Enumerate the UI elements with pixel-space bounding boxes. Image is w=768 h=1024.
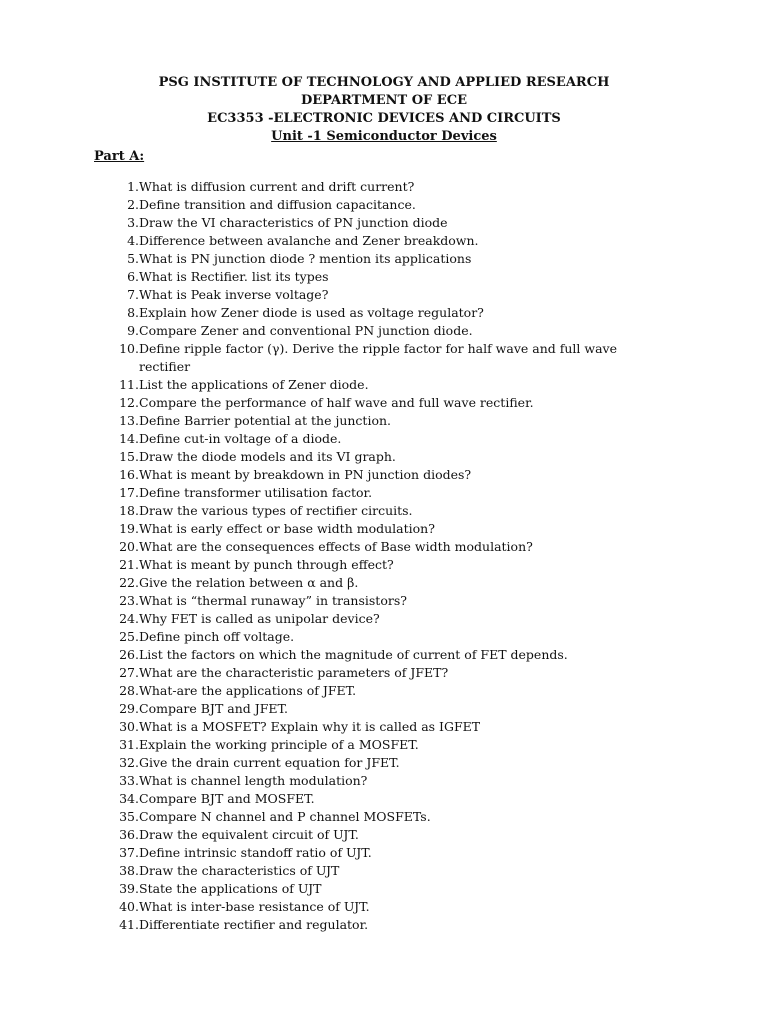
question-text: List the factors on which the magnitude of current of FET depends.	[139, 647, 568, 662]
question-text: Compare BJT and JFET.	[139, 701, 289, 716]
question-number: 15.	[119, 449, 139, 464]
question-text: Differentiate rectifier and regulator.	[139, 917, 369, 932]
list-item	[110, 664, 670, 682]
list-item	[110, 250, 670, 268]
question-text: Compare BJT and MOSFET.	[139, 791, 315, 806]
question-number: 23.	[119, 593, 139, 608]
question-text: What is meant by punch through effect?	[139, 557, 394, 572]
list-item	[110, 268, 670, 286]
question-number: 29.	[119, 701, 139, 716]
question-number: 5.	[127, 251, 139, 266]
question-text: Define transformer utilisation factor.	[139, 485, 373, 500]
list-item	[110, 700, 670, 718]
question-text: Define transition and diffusion capacitance.	[139, 197, 416, 212]
question-number: 16.	[119, 467, 139, 482]
question-text: Explain how Zener diode is used as voltage regulator?	[139, 305, 484, 320]
list-item	[110, 484, 670, 502]
list-item	[110, 682, 670, 700]
question-number: 19.	[119, 521, 139, 536]
question-number: 30.	[119, 719, 139, 734]
list-item	[110, 286, 670, 304]
question-text: What is inter-base resistance of UJT.	[139, 899, 370, 914]
question-text: What is meant by breakdown in PN junction diodes?	[139, 467, 472, 482]
list-item	[110, 862, 670, 880]
question-text: What is “thermal runaway” in transistors?	[139, 593, 407, 608]
question-text: Compare the performance of half wave and full wave rectifier.	[139, 395, 534, 410]
question-number: 20.	[119, 539, 139, 554]
question-text: Draw the VI characteristics of PN junction diode	[139, 215, 448, 230]
question-text: What is channel length modulation?	[139, 773, 368, 788]
question-number: 12.	[119, 395, 139, 410]
question-text: What is PN junction diode ? mention its applications	[139, 251, 472, 266]
question-number: 8.	[127, 305, 139, 320]
question-text: Explain the working principle of a MOSFET.	[139, 737, 419, 752]
question-number: 2.	[127, 197, 139, 212]
question-text: Define ripple factor (γ). Derive the ripple factor for half wave and full wave rectifier	[139, 341, 617, 374]
list-item	[110, 844, 670, 862]
question-text: What are the consequences effects of Base width modulation?	[139, 539, 533, 554]
list-item	[110, 520, 670, 538]
question-number: 40.	[119, 899, 139, 914]
question-number: 11.	[119, 377, 139, 392]
question-text: What-are the applications of JFET.	[139, 683, 357, 698]
question-text: Compare Zener and conventional PN junction diode.	[139, 323, 473, 338]
question-number: 33.	[119, 773, 139, 788]
question-number: 9.	[127, 323, 139, 338]
list-item	[110, 430, 670, 448]
list-item	[110, 736, 670, 754]
question-text: What are the characteristic parameters of JFET?	[139, 665, 449, 680]
question-number: 38.	[119, 863, 139, 878]
question-text: Define Barrier potential at the junction.	[139, 413, 391, 428]
list-item	[110, 646, 670, 664]
list-item	[110, 754, 670, 772]
question-number: 6.	[127, 269, 139, 284]
question-number: 35.	[119, 809, 139, 824]
question-number: 1.	[127, 179, 139, 194]
question-number: 17.	[119, 485, 139, 500]
question-number: 34.	[119, 791, 139, 806]
question-number: 36.	[119, 827, 139, 842]
question-text: Define intrinsic standoff ratio of UJT.	[139, 845, 372, 860]
list-item	[110, 376, 670, 394]
question-text: What is diffusion current and drift current?	[139, 179, 415, 194]
question-text: Draw the equivalent circuit of UJT.	[139, 827, 359, 842]
question-number: 41.	[119, 917, 139, 932]
question-text: Define pinch off voltage.	[139, 629, 295, 644]
list-item	[110, 304, 670, 322]
department-name: DEPARTMENT OF ECE	[301, 93, 467, 108]
question-text: Difference between avalanche and Zener breakdown.	[139, 233, 479, 248]
question-number: 13.	[119, 413, 139, 428]
question-text: What is early effect or base width modulation?	[139, 521, 435, 536]
question-number: 10.	[119, 341, 139, 356]
list-item	[110, 538, 670, 556]
question-number: 22.	[119, 575, 139, 590]
question-number: 14.	[119, 431, 139, 446]
list-item	[110, 556, 670, 574]
question-text: List the applications of Zener diode.	[139, 377, 369, 392]
question-number: 21.	[119, 557, 139, 572]
course-title: EC3353 -ELECTRONIC DEVICES AND CIRCUITS	[207, 111, 561, 126]
question-number: 7.	[127, 287, 139, 302]
question-text: Why FET is called as unipolar device?	[139, 611, 380, 626]
list-item	[110, 574, 670, 592]
question-number: 4.	[127, 233, 139, 248]
question-number: 39.	[119, 881, 139, 896]
question-number: 32.	[119, 755, 139, 770]
question-number: 18.	[119, 503, 139, 518]
part-a-title: Part A:	[94, 149, 145, 164]
question-text: Draw the diode models and its VI graph.	[139, 449, 396, 464]
question-text: What is a MOSFET? Explain why it is called as IGFET	[139, 719, 481, 734]
question-text: Give the relation between α and β.	[139, 575, 359, 590]
question-number: 25.	[119, 629, 139, 644]
list-item	[110, 592, 670, 610]
list-item	[110, 718, 670, 736]
question-text: Define cut-in voltage of a diode.	[139, 431, 342, 446]
list-item	[110, 322, 670, 340]
question-number: 28.	[119, 683, 139, 698]
list-item	[110, 826, 670, 844]
list-item	[110, 808, 670, 826]
question-number: 24.	[119, 611, 139, 626]
list-item	[110, 466, 670, 484]
unit-title: Unit -1 Semiconductor Devices	[271, 129, 497, 144]
list-item	[110, 916, 670, 934]
list-item	[110, 448, 670, 466]
question-text: What is Rectifier. list its types	[139, 269, 329, 284]
question-number: 26.	[119, 647, 139, 662]
question-number: 27.	[119, 665, 139, 680]
list-item	[110, 412, 670, 430]
question-text: What is Peak inverse voltage?	[139, 287, 329, 302]
question-number: 37.	[119, 845, 139, 860]
list-item	[110, 610, 670, 628]
list-item	[110, 790, 670, 808]
list-item	[110, 394, 670, 412]
question-text: Give the drain current equation for JFET.	[139, 755, 400, 770]
list-item	[110, 880, 670, 898]
question-text: State the applications of UJT	[139, 881, 322, 896]
list-item	[110, 196, 670, 214]
question-text: Draw the various types of rectifier circuits.	[139, 503, 413, 518]
list-item	[110, 628, 670, 646]
list-item	[110, 898, 670, 916]
document-header	[0, 74, 768, 146]
question-list	[110, 178, 670, 934]
list-item	[110, 340, 670, 376]
question-text: Draw the characteristics of UJT	[139, 863, 340, 878]
question-number: 3.	[127, 215, 139, 230]
list-item	[110, 178, 670, 196]
list-item	[110, 232, 670, 250]
question-number: 31.	[119, 737, 139, 752]
list-item	[110, 214, 670, 232]
list-item	[110, 502, 670, 520]
question-text: Compare N channel and P channel MOSFETs.	[139, 809, 431, 824]
list-item	[110, 772, 670, 790]
institute-name: PSG INSTITUTE OF TECHNOLOGY AND APPLIED RESEARCH	[158, 75, 610, 90]
